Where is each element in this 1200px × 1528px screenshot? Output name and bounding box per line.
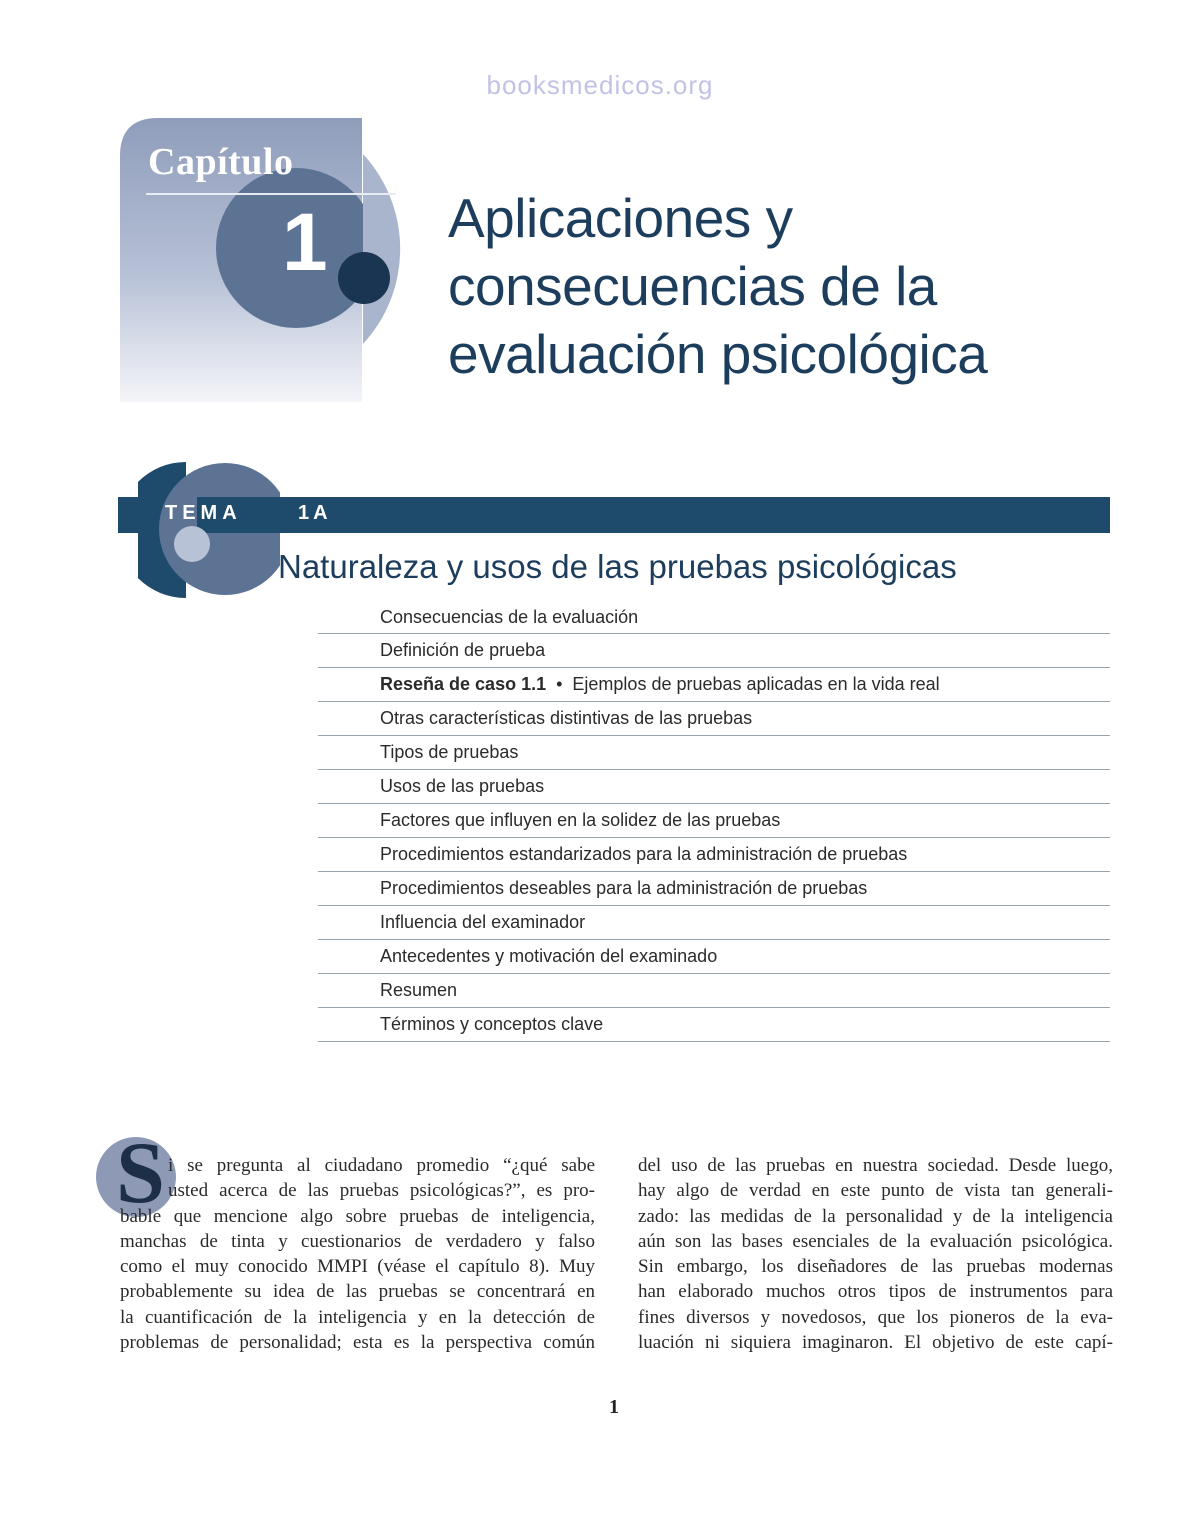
topic-item: Factores que influyen en la solidez de las pruebas xyxy=(318,804,1110,838)
body-line: aún son las bases esenciales de la evaluación psicológica. xyxy=(638,1230,1113,1252)
tema-title: Naturaleza y usos de las pruebas psicológicas xyxy=(278,548,957,585)
body-line: la cuantificación de la inteligencia y en la detección de xyxy=(120,1306,595,1328)
chapter-title xyxy=(448,184,1148,388)
body-line: probablemente su idea de las pruebas se concentrará en xyxy=(120,1281,595,1303)
page-number: 1 xyxy=(609,1396,619,1418)
topic-list xyxy=(318,601,1110,1042)
body-line: fines diversos y novedosos, que los pioneros de la eva- xyxy=(638,1306,1113,1328)
watermark: booksmedicos.org xyxy=(486,70,714,100)
topic-item: Términos y conceptos clave xyxy=(318,1008,1110,1042)
body-line: manchas de tinta y cuestionarios de verdadero y falso xyxy=(120,1230,595,1252)
topic-item: Resumen xyxy=(318,974,1110,1008)
topic-item: Consecuencias de la evaluación xyxy=(318,601,1110,634)
dropcap-letter: S xyxy=(116,1125,165,1222)
chapter-title-line: Aplicaciones y xyxy=(448,187,793,249)
topic-item: Influencia del examinador xyxy=(318,906,1110,940)
chapter-number: 1 xyxy=(282,197,328,288)
chapter-label: Capítulo xyxy=(148,141,294,183)
topic-item: Usos de las pruebas xyxy=(318,770,1110,804)
body-line: i se pregunta al ciudadano promedio “¿qué sabe xyxy=(168,1155,595,1176)
body-line: luación ni siquiera imaginaron. El objetivo de este capí- xyxy=(638,1332,1113,1354)
tema-code: 1A xyxy=(298,502,332,524)
case-review-text: • Ejemplos de pruebas aplicadas en la vida real xyxy=(546,674,940,694)
body-column-left xyxy=(120,1153,595,1355)
body-column-right xyxy=(638,1153,1113,1355)
topic-item: Procedimientos deseables para la administración de pruebas xyxy=(318,872,1110,906)
topic-item: Tipos de pruebas xyxy=(318,736,1110,770)
body-line: han elaborado muchos otros tipos de instrumentos para xyxy=(638,1281,1113,1303)
topic-item: Procedimientos estandarizados para la administración de pruebas xyxy=(318,838,1110,872)
body-line: usted acerca de las pruebas psicológicas?”, es pro- xyxy=(168,1180,595,1202)
body-line: problemas de personalidad; esta es la perspectiva común xyxy=(120,1332,595,1354)
topic-item: Otras características distintivas de las pruebas xyxy=(318,702,1110,736)
body-line: bable que mencione algo sobre pruebas de inteligencia, xyxy=(120,1205,595,1227)
chapter-title-line: evaluación psicológica xyxy=(448,323,988,385)
body-line: hay algo de verdad en este punto de vista tan generali- xyxy=(638,1180,1113,1202)
body-line: Sin embargo, los diseñadores de las pruebas modernas xyxy=(638,1256,1113,1278)
tema-emblem xyxy=(138,458,280,602)
topic-item: Definición de prueba xyxy=(318,634,1110,668)
body-line: como el muy conocido MMPI (véase el capítulo 8). Muy xyxy=(120,1256,595,1278)
body-line: del uso de las pruebas en nuestra sociedad. Desde luego, xyxy=(638,1155,1113,1176)
chapter-title-line: consecuencias de la xyxy=(448,255,937,317)
topic-item xyxy=(318,668,1110,702)
case-review-label: Reseña de caso 1.1 xyxy=(380,674,547,694)
topic-item: Antecedentes y motivación del examinado xyxy=(318,940,1110,974)
body-line: zado: las medidas de la personalidad y de la inteligencia xyxy=(638,1205,1113,1227)
tema-label: TEMA xyxy=(165,502,242,524)
